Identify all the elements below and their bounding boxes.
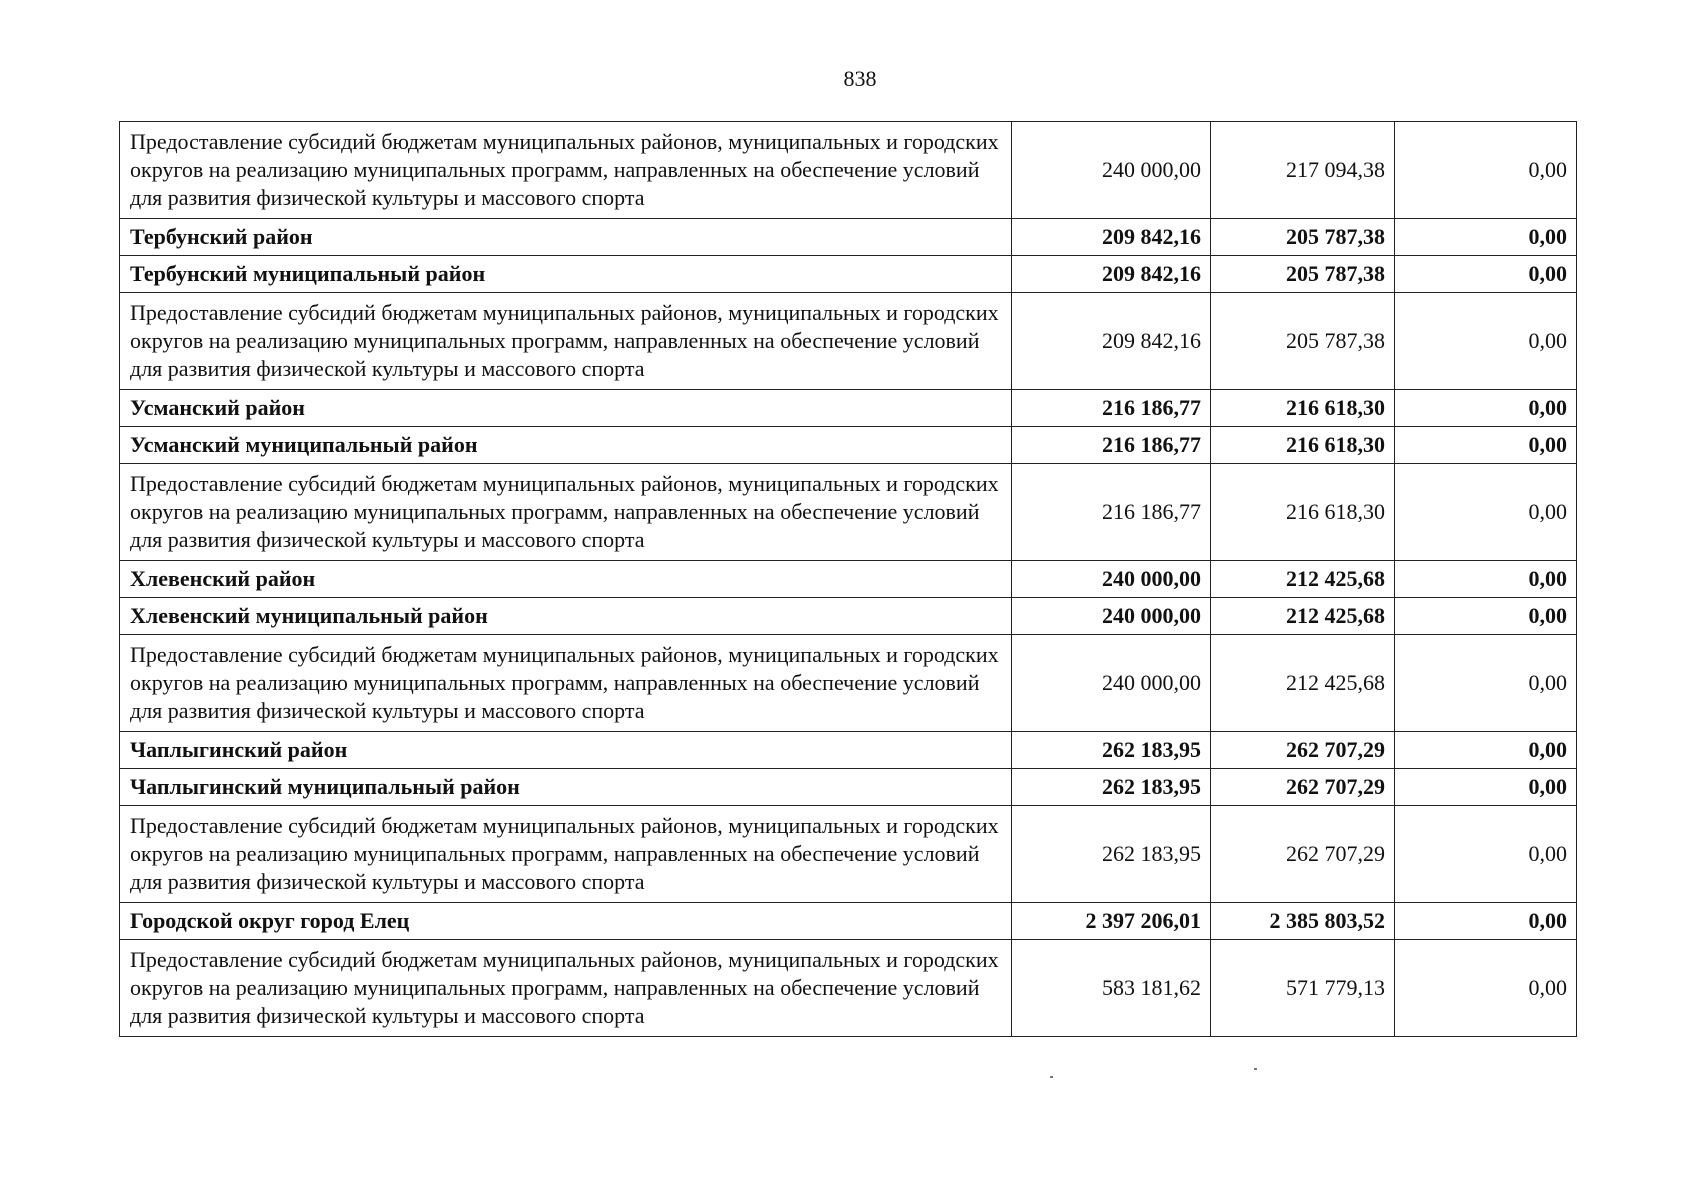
row-name-cell: Предоставление субсидий бюджетам муниципальных районов, муниципальных и городских округов на реализацию муниципальных программ, направленных на обеспечение условий для развития физической культуры и массового спорта (120, 122, 1012, 219)
row-value-1-cell: 240 000,00 (1012, 598, 1211, 635)
row-value-2-cell: 262 707,29 (1211, 732, 1395, 769)
row-value-2-cell: 216 618,30 (1211, 464, 1395, 561)
table-row-subtotal (120, 732, 1577, 769)
row-value-2-cell: 216 618,30 (1211, 390, 1395, 427)
table-row-detail (120, 464, 1577, 561)
table-row-detail (120, 635, 1577, 732)
table-row-detail (120, 806, 1577, 903)
row-value-1-cell: 240 000,00 (1012, 122, 1211, 219)
row-value-3-cell: 0,00 (1395, 769, 1577, 806)
row-value-3-cell: 0,00 (1395, 427, 1577, 464)
row-value-2-cell: 205 787,38 (1211, 293, 1395, 390)
row-value-3-cell: 0,00 (1395, 561, 1577, 598)
row-value-1-cell: 240 000,00 (1012, 561, 1211, 598)
row-value-3-cell: 0,00 (1395, 635, 1577, 732)
row-name-cell: Чаплыгинский район (120, 732, 1012, 769)
table-row-subtotal (120, 256, 1577, 293)
table-row-subtotal (120, 390, 1577, 427)
row-value-3-cell: 0,00 (1395, 390, 1577, 427)
row-value-2-cell: 205 787,38 (1211, 219, 1395, 256)
row-name-cell: Городской округ город Елец (120, 903, 1012, 940)
table-row-subtotal (120, 903, 1577, 940)
row-name-cell: Тербунский район (120, 219, 1012, 256)
row-value-3-cell: 0,00 (1395, 219, 1577, 256)
row-value-1-cell: 209 842,16 (1012, 219, 1211, 256)
row-name-cell: Тербунский муниципальный район (120, 256, 1012, 293)
row-value-2-cell: 216 618,30 (1211, 427, 1395, 464)
row-value-1-cell: 2 397 206,01 (1012, 903, 1211, 940)
row-value-3-cell: 0,00 (1395, 293, 1577, 390)
row-name-cell: Предоставление субсидий бюджетам муниципальных районов, муниципальных и городских округов на реализацию муниципальных программ, направленных на обеспечение условий для развития физической культуры и массового спорта (120, 806, 1012, 903)
row-value-3-cell: 0,00 (1395, 256, 1577, 293)
table-row-subtotal (120, 561, 1577, 598)
row-value-1-cell: 216 186,77 (1012, 390, 1211, 427)
row-name-cell: Чаплыгинский муниципальный район (120, 769, 1012, 806)
row-value-3-cell: 0,00 (1395, 940, 1577, 1037)
row-value-1-cell: 262 183,95 (1012, 732, 1211, 769)
row-value-1-cell: 262 183,95 (1012, 806, 1211, 903)
row-name-cell: Предоставление субсидий бюджетам муниципальных районов, муниципальных и городских округов на реализацию муниципальных программ, направленных на обеспечение условий для развития физической культуры и массового спорта (120, 464, 1012, 561)
scan-speck (1254, 1068, 1257, 1070)
row-value-2-cell: 262 707,29 (1211, 806, 1395, 903)
row-name-cell: Хлевенский район (120, 561, 1012, 598)
row-value-3-cell: 0,00 (1395, 806, 1577, 903)
row-value-3-cell: 0,00 (1395, 732, 1577, 769)
page-number: 838 (843, 66, 877, 91)
table-row-detail (120, 940, 1577, 1037)
table-row-subtotal (120, 598, 1577, 635)
row-value-2-cell: 205 787,38 (1211, 256, 1395, 293)
table-row-subtotal (120, 219, 1577, 256)
row-value-2-cell: 212 425,68 (1211, 598, 1395, 635)
row-name-cell: Усманский муниципальный район (120, 427, 1012, 464)
row-value-1-cell: 209 842,16 (1012, 293, 1211, 390)
row-value-1-cell: 583 181,62 (1012, 940, 1211, 1037)
scan-speck (1050, 1076, 1053, 1078)
row-name-cell: Предоставление субсидий бюджетам муниципальных районов, муниципальных и городских округов на реализацию муниципальных программ, направленных на обеспечение условий для развития физической культуры и массового спорта (120, 940, 1012, 1037)
row-value-1-cell: 209 842,16 (1012, 256, 1211, 293)
row-value-1-cell: 216 186,77 (1012, 464, 1211, 561)
row-value-3-cell: 0,00 (1395, 122, 1577, 219)
row-value-2-cell: 217 094,38 (1211, 122, 1395, 219)
row-value-1-cell: 240 000,00 (1012, 635, 1211, 732)
row-value-3-cell: 0,00 (1395, 903, 1577, 940)
budget-table (119, 121, 1577, 1037)
row-name-cell: Хлевенский муниципальный район (120, 598, 1012, 635)
row-value-2-cell: 212 425,68 (1211, 561, 1395, 598)
row-value-1-cell: 216 186,77 (1012, 427, 1211, 464)
table-row-subtotal (120, 769, 1577, 806)
table-row-detail (120, 122, 1577, 219)
row-value-2-cell: 571 779,13 (1211, 940, 1395, 1037)
row-value-3-cell: 0,00 (1395, 464, 1577, 561)
table-row-detail (120, 293, 1577, 390)
row-value-2-cell: 2 385 803,52 (1211, 903, 1395, 940)
row-name-cell: Усманский район (120, 390, 1012, 427)
row-value-2-cell: 262 707,29 (1211, 769, 1395, 806)
row-value-3-cell: 0,00 (1395, 598, 1577, 635)
row-value-2-cell: 212 425,68 (1211, 635, 1395, 732)
budget-table-body (120, 122, 1577, 1037)
table-row-subtotal (120, 427, 1577, 464)
row-name-cell: Предоставление субсидий бюджетам муниципальных районов, муниципальных и городских округов на реализацию муниципальных программ, направленных на обеспечение условий для развития физической культуры и массового спорта (120, 293, 1012, 390)
row-name-cell: Предоставление субсидий бюджетам муниципальных районов, муниципальных и городских округов на реализацию муниципальных программ, направленных на обеспечение условий для развития физической культуры и массового спорта (120, 635, 1012, 732)
row-value-1-cell: 262 183,95 (1012, 769, 1211, 806)
